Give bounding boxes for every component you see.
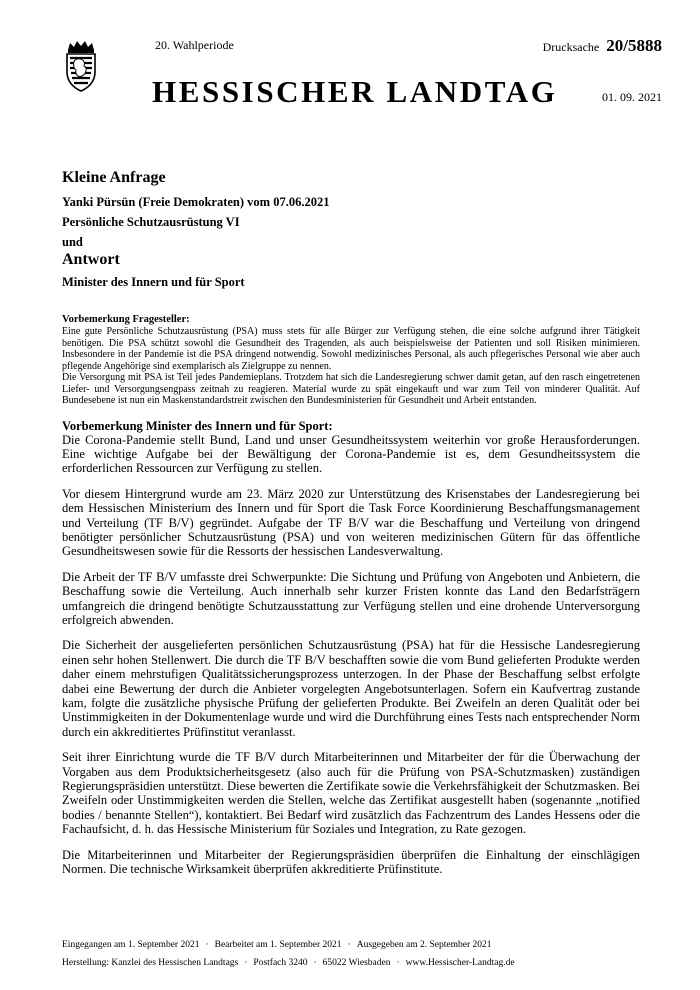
minister-paragraph: Die Corona-Pandemie stellt Bund, Land und unser Gesundheitssystem weiterhin vor große Herausforderungen. Eine wichtige Aufgabe bei der Bewältigung der Corona-Pandemie ist es, dem Gesundheitssystem die erforderlichen Ressourcen zur Verfügung zu stellen. — [62, 432, 640, 476]
document-body — [62, 314, 640, 887]
footer-separator: · — [313, 958, 317, 968]
minister-paragraph: Die Arbeit der TF B/V umfasste drei Schwerpunkte: Die Sichtung und Prüfung von Angeboten und Anbietern, die Beschaffung sowie die Verteilung. Auch innerhalb sehr kurzer Fristen konnte das Land den Bedarfsträgern umfangreich die dringend benötigte Schutzausstattung zur Verfügung stellen und eine drohende Unterversorgung erfolgreich abwenden. — [62, 569, 640, 627]
footer-processed: Bearbeitet am 1. September 2021 — [214, 940, 342, 950]
answering-minister: Minister des Innern und für Sport — [62, 275, 245, 289]
footer-city: 65022 Wiesbaden — [322, 958, 391, 968]
footer-separator: · — [396, 958, 400, 968]
parliament-title: HESSISCHER LANDTAG — [152, 74, 558, 109]
footer-postbox: Postfach 3240 — [253, 958, 308, 968]
footer-publisher-line — [62, 954, 652, 972]
footer-separator: · — [244, 958, 248, 968]
footer-separator: · — [347, 940, 351, 950]
document-type: Kleine Anfrage — [62, 169, 166, 186]
footer-received: Eingegangen am 1. September 2021 — [62, 940, 200, 950]
document-footer — [62, 936, 652, 972]
minister-paragraph: Vor diesem Hintergrund wurde am 23. März 2020 zur Unterstützung des Krisenstabes der Landesregierung bei dem Hessischen Ministerium des Innern und für Sport die Task Force Koordinierung Beschaffungsmanagement und Verteilung (TF B/V) gegründet. Aufgabe der TF B/V war die Beschaffung und Verteilung von dringend benötigter persönlicher Schutzausrüstung (PSA) und von weiteren medizinischen Gütern für das öffentliche Gesundheitswesen sowie für die Ressorts der hessischen Landesverwaltung. — [62, 486, 640, 559]
footer-website-link[interactable]: www.Hessischer-Landtag.de — [405, 958, 515, 968]
minister-paragraph: Die Sicherheit der ausgelieferten persönlichen Schutzausrüstung (PSA) hat für die Hessische Landesregierung einen sehr hohen Stellenwert. Die durch die TF B/V beschafften sowie die vom Bund gelieferten Produkte werden daher einem mehrstufigen Qualitätssicherungsprozess unterzogen. In der Phase der Beschaffung selbst erfolgte dabei eine Bewertung der durch die Anbieter vorgelegten Angebotsunterlagen. Sofern ein Kaufvertrag zustande kam, folgte die zusätzliche physische Prüfung der gelieferten Produkte. Bei Zweifeln an deren Qualität oder bei Unstimmigkeiten in der Dokumentenlage wurde und wird die Durchführung eines Tests nach entsprechender Norm durch ein akkreditiertes Prüfinstitut veranlasst. — [62, 638, 640, 739]
footer-issued: Ausgegeben am 2. September 2021 — [356, 940, 492, 950]
minister-paragraph: Die Mitarbeiterinnen und Mitarbeiter der Regierungspräsidien überprüfen die Einhaltung der einschlägigen Normen. Die technische Wirksamkeit überprüfen akkreditierte Prüfinstitute. — [62, 847, 640, 877]
drucksache-number: 20/5888 — [606, 36, 662, 55]
footer-separator: · — [205, 940, 209, 950]
hessen-coat-of-arms-icon — [62, 40, 100, 92]
drucksache-block — [543, 36, 662, 56]
document-date: 01. 09. 2021 — [602, 90, 662, 104]
document-author: Yanki Pürsün (Freie Demokraten) vom 07.06.2021 — [62, 195, 330, 209]
answer-label: Antwort — [62, 251, 120, 268]
footer-dates-line — [62, 936, 652, 954]
wahlperiode: 20. Wahlperiode — [155, 38, 234, 52]
fragesteller-paragraph: Eine gute Persönliche Schutzausrüstung (PSA) muss stets für alle Bürger zur Verfügung stehen, die eine solche aufgrund ihrer Tätigkeit benötigen. Die PSA schützt sowohl die Gesundheit des Tragenden, als auch beispielsweise der Patienten und soll Risiken minimieren. Insbesondere in der Pandemie ist die PSA dringend notwendig. Sowohl medizinisches Personal, als auch pflegerisches Personal wie aber auch pflegende Angehörige sind exemplarisch als Zielgruppe zu nennen. — [62, 326, 640, 372]
document-subject: Persönliche Schutzausrüstung VI — [62, 215, 240, 229]
fragesteller-paragraph: Die Versorgung mit PSA ist Teil jedes Pandemieplans. Trotzdem hat sich die Landesregierung schwer damit getan, auf den rasch eingetretenen Liefer- und Versorgungsengpass zeitnah zu reagieren. Material wurde zu spät eingekauft und war zum Teil von minderer Qualität. Auf Bundesebene ist nun ein Maskenstandardstreit zwischen den Bundesministerien für Gesundheit und Arbeit entstanden. — [62, 372, 640, 406]
minister-section-title: Vorbemerkung Minister des Innern und für Sport: — [62, 418, 333, 433]
minister-paragraph: Seit ihrer Einrichtung wurde die TF B/V durch Mitarbeiterinnen und Mitarbeiter der für die Überwachung der Vorgaben aus dem Produktsicherheitsgesetz (also auch für die Prüfung von PSA-Schutzmasken) zuständigen Regierungspräsidien unterstützt. Diese bewerten die Zertifikate sowie die Verkehrsfähigkeit der Schutzmasken. Bei Zweifeln oder Unstimmigkeiten werden die Stellen, welche das Zertifikat ausgestellt haben (sogenannte „notified bodies / benannte Stellen“), kontaktiert. Bei Bedarf wird zusätzlich das Fachzentrum des Landes Hessens oder die Fachaufsicht, d. h. das Hessische Ministerium für Soziales und Integration, zu Rate gezogen. — [62, 750, 640, 837]
drucksache-label: Drucksache — [542, 40, 600, 54]
document-head — [62, 168, 642, 290]
fragesteller-title: Vorbemerkung Fragesteller: — [62, 314, 190, 325]
footer-production: Herstellung: Kanzlei des Hessischen Landtags — [62, 958, 239, 968]
und-label: und — [62, 235, 83, 249]
